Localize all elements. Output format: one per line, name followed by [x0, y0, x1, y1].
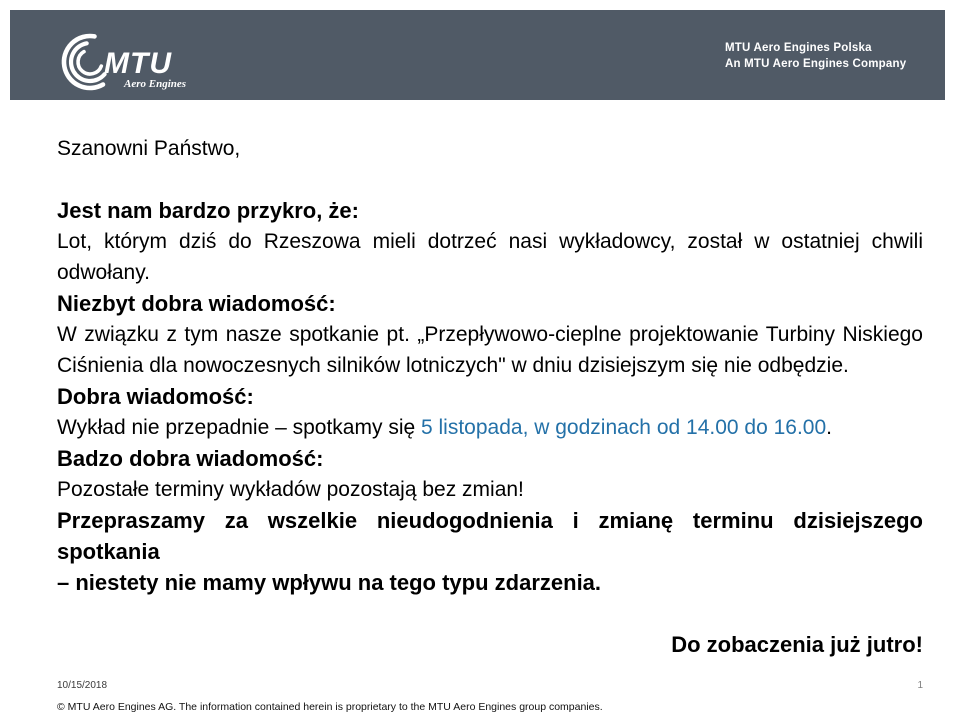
spacer: [57, 164, 923, 195]
heading-not-good-news: Niezbyt dobra wiadomość:: [57, 291, 336, 316]
page-number: 1: [917, 680, 923, 691]
heading-very-good-news: Badzo dobra wiadomość:: [57, 446, 324, 471]
mtu-logo-icon: [58, 26, 198, 94]
header-company-line2: An MTU Aero Engines Company: [725, 57, 907, 70]
header-bar: [10, 10, 945, 100]
header-company-block: [725, 41, 906, 72]
logo-subtext: Aero Engines: [124, 78, 187, 90]
paragraph-apology-line1: Przepraszamy za wszelkie nieudogodnienia i zmianę terminu dzisiejszego spotkania: [57, 508, 923, 564]
paragraph-meeting-line2: Ciśnienia dla nowoczesnych silników lotniczych" w dniu dzisiejszym się nie odbędzie.: [57, 354, 849, 377]
paragraph-other-dates: Pozostałe terminy wykładów pozostają bez zmian!: [57, 478, 524, 501]
lecture-text-end: .: [826, 416, 832, 439]
footer-copyright: © MTU Aero Engines AG. The information contained herein is proprietary to the MTU Aero Engines group companies.: [57, 701, 603, 713]
closing-line: Do zobaczenia już jutro!: [671, 632, 923, 657]
slide-body: [57, 133, 923, 660]
greeting: Szanowni Państwo,: [57, 137, 241, 160]
paragraph-lecture: [57, 412, 923, 443]
paragraph-flight-line2: odwołany.: [57, 261, 151, 284]
lecture-text: Wykład nie przepadnie – spotkamy się: [57, 416, 421, 439]
footer-date: 10/15/2018: [57, 680, 108, 691]
lecture-new-date: 5 listopada, w godzinach od 14.00 do 16.00: [421, 416, 827, 439]
spacer: [57, 598, 923, 629]
paragraph-meeting-line1: W związku z tym nasze spotkanie pt. „Przepływowo-cieplne projektowanie Turbiny Niskiego: [57, 323, 923, 346]
logo-text: MTU: [104, 47, 172, 80]
heading-good-news: Dobra wiadomość:: [57, 384, 254, 409]
paragraph-apology-line2: – niestety nie mamy wpływu na tego typu zdarzenia.: [57, 570, 602, 595]
paragraph-flight-line1: Lot, którym dziś do Rzeszowa mieli dotrzeć nasi wykładowcy, został w ostatniej chwili: [57, 230, 923, 253]
heading-sorry: Jest nam bardzo przykro, że:: [57, 198, 359, 223]
footer-row: [57, 680, 923, 691]
header-company-line1: MTU Aero Engines Polska: [725, 42, 872, 54]
